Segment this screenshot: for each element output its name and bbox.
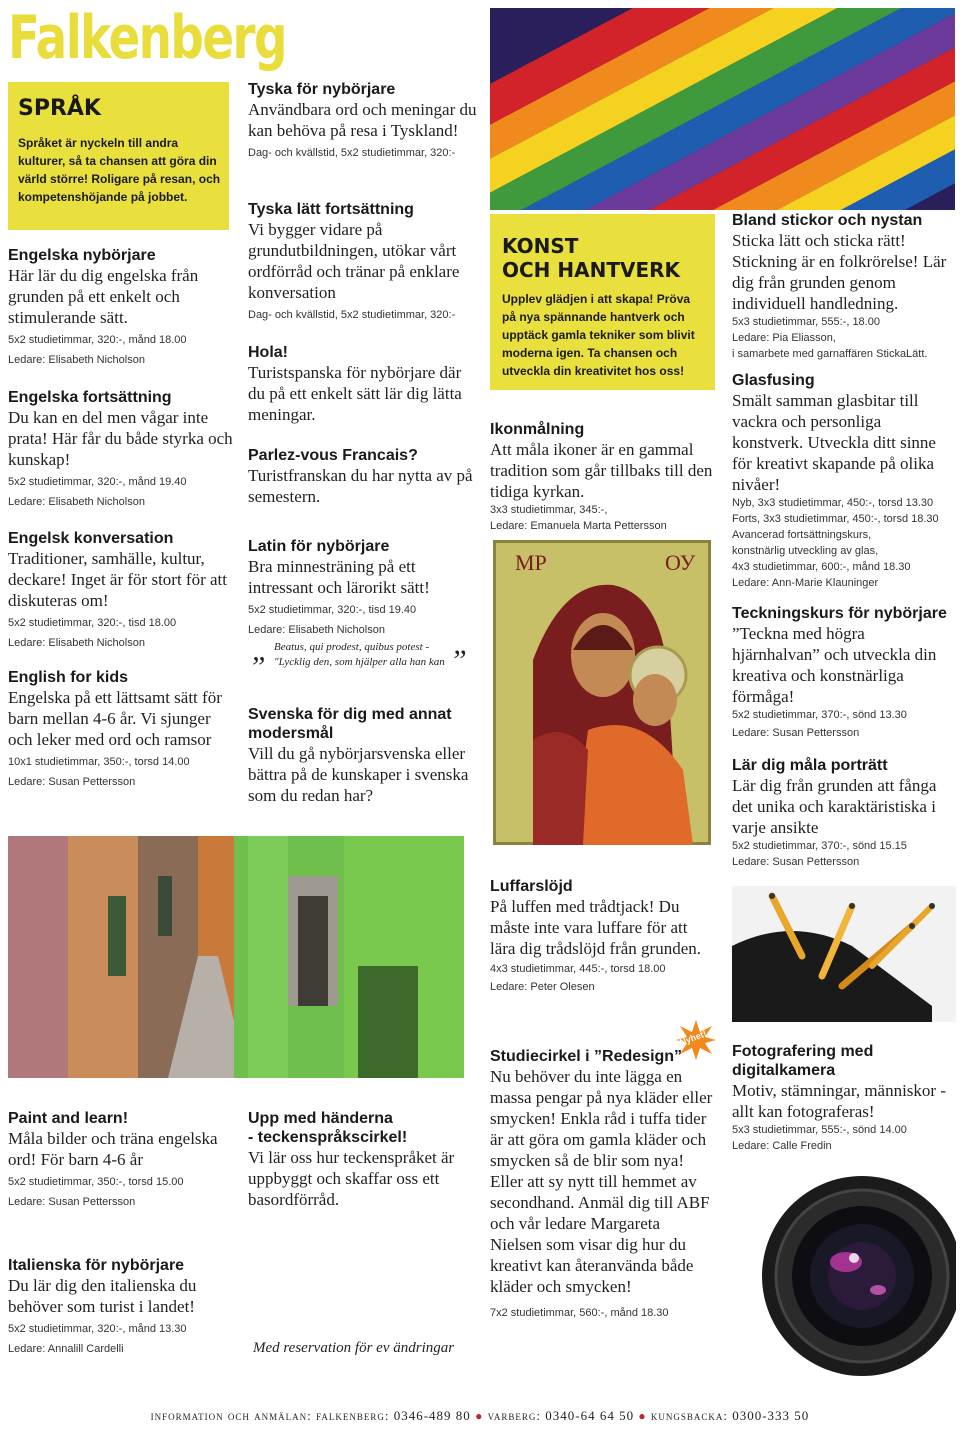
course-info: 10x1 studietimmar, 350:-, torsd 14.00 [8,756,190,768]
course-italienska [8,1256,233,1357]
course-engelska-fortsattning [8,388,233,510]
pencils-photo [732,886,956,1022]
yarn-photo [490,8,955,210]
course-info: 3x3 studietimmar, 345:-, [490,504,608,516]
course-info: 5x3 studietimmar, 555:-, 18.00 [732,316,880,328]
course-title: Glasfusing [732,372,815,389]
konst-heading-line-2: OCH HANTVERK [502,258,681,282]
footer-varberg: varberg: 0340-64 64 50 [487,1408,635,1423]
course-title-line-1: Svenska för dig med annat [248,706,452,723]
course-paint-and-learn [8,1109,233,1210]
konst-intro-box [490,214,715,390]
course-description: Vill du gå nybörjarsvenska eller bättra på de kunskaper i svenska som du redan har? [248,744,469,805]
course-teckningskurs [732,604,956,741]
course-title: English for kids [8,669,129,686]
course-description: Turistspanska för nybörjare där du på ett enkelt sätt lär dig lätta meningar. [248,363,462,424]
course-info: 7x2 studietimmar, 560:-, månd 18.30 [490,1307,669,1319]
course-glasfusing [732,371,956,591]
pencils-illustration [732,886,956,1022]
course-portratt [732,756,956,870]
course-svenska [248,705,480,806]
brand-title: Falkenberg [8,3,286,73]
course-leader: Ledare: Emanuela Marta Pettersson [490,520,667,532]
course-info: Dag- och kvällstid, 5x2 studietimmar, 320:- [248,147,456,159]
course-description: Du kan en del men vågar inte prata! Här får du både styrka och kunskap! [8,408,233,469]
course-fotografering [732,1042,956,1154]
quote-line-2: "Lycklig den, som hjälper alla han kan [274,656,445,668]
course-info: 5x2 studietimmar, 350:-, torsd 15.00 [8,1176,184,1188]
course-description: ”Teckna med högra hjärnhalvan” och utveckla din kreativa och konstnärliga förmåga! [732,624,937,706]
course-description: Engelska på ett lättsamt sätt för barn mellan 4-6 år. Vi sjunger och leker med ord och ramsor [8,688,222,749]
course-leader: Ledare: Calle Fredin [732,1140,832,1152]
course-engelska-nyborjare [8,246,233,368]
course-leader: Ledare: Susan Pettersson [732,856,860,868]
course-info: 5x3 studietimmar, 555:-, sönd 14.00 [732,1124,907,1136]
course-title: Parlez-vous Francais? [248,447,418,464]
course-info: Dag- och kvällstid, 5x2 studietimmar, 320:- [248,309,456,321]
course-title: Studiecirkel i ”Redesign” [490,1048,683,1065]
venice-alley-photo [8,836,464,1078]
course-luffarslojd [490,877,715,995]
latin-quote [252,634,484,677]
course-title: Latin för nybörjare [248,538,390,555]
course-title: Engelska fortsättning [8,389,172,406]
course-description: Att måla ikoner är en gammal tradition som går tillbaks till den tidiga kyrkan. [490,440,713,501]
course-english-for-kids [8,668,233,790]
icon-letters-right: ОУ [665,550,696,575]
course-ikonmalning [490,420,715,534]
course-info: 4x3 studietimmar, 445:-, torsd 18.00 [490,963,666,975]
course-description: Nu behöver du inte lägga en massa pengar på nya kläder eller smycken! Enkla råd i tuffa tider är att göra om gamla kläder och smycken så de blir som nya! Eller att sy nytt till hemmet av secondhand. Anmäl dig till ABF och vår ledare Margareta Nielsen som visar dig hur du kreativt kan återanvända både kläder och smycken! [490,1067,713,1296]
footer-contact-bar [0,1408,960,1424]
course-info: 5x2 studietimmar, 320:-, månd 18.00 [8,334,187,346]
course-redesign [490,1047,715,1321]
quote-line-1: Beatus, qui prodest, quibus potest - [274,641,430,653]
icon-painting-photo [493,540,711,845]
course-description: Måla bilder och träna engelska ord! För barn 4-6 år [8,1129,218,1169]
course-title: Lär dig måla porträtt [732,757,888,774]
course-title: Tyska lätt fortsättning [248,201,414,218]
course-description: Sticka lätt och sticka rätt! Stickning är en folkrörelse! Lär dig från grunden genom individuell handledning. [732,231,947,313]
course-description: Här lär du dig engelska från grunden på ett enkelt och stimulerande sätt. [8,266,199,327]
course-leader: Ledare: Elisabeth Nicholson [8,496,145,508]
course-description: På luffen med trådtjack! Du måste inte vara luffare för att lära dig trådslöjd från grunden. [490,897,702,958]
course-leader: Ledare: Peter Olesen [490,981,595,993]
nyhet-label: Nyhet! [678,1028,708,1048]
course-title-line-2: digitalkamera [732,1062,836,1079]
course-title: Engelska nybörjare [8,247,156,264]
course-title-line-1: Fotografering med [732,1043,874,1060]
course-description: Traditioner, samhälle, kultur, deckare! Inget är för stort för att diskuteras om! [8,549,227,610]
footer-dot-1: ● [475,1409,484,1423]
konst-heading-line-1: KONST [502,234,579,258]
course-description: Användbara ord och meningar du kan behöva på resa i Tyskland! [248,100,477,140]
course-title: Paint and learn! [8,1110,129,1127]
course-leader: Ledare: Susan Pettersson [8,1196,136,1208]
course-leader: Ledare: Pia Eliasson, i samarbete med garnaffären StickaLätt. [732,332,928,360]
course-title: Tyska för nybörjare [248,81,396,98]
course-title: Bland stickor och nystan [732,212,923,229]
course-title: Teckningskurs för nybörjare [732,605,947,622]
sprak-heading: SPRÅK [18,96,101,121]
course-title: Luffarslöjd [490,878,573,895]
course-description: Vi lär oss hur teckenspråket är uppbyggt och skaffar oss ett basordförråd. [248,1148,455,1209]
madonna-icon-illustration [493,540,711,845]
footer-dot-2: ● [638,1409,647,1423]
course-info: 5x2 studietimmar, 370:-, sönd 15.15 [732,840,907,852]
course-info: 5x2 studietimmar, 320:-, tisd 19.40 [248,604,417,616]
course-bland-stickor [732,211,956,362]
course-tyska-fortsattning [248,200,480,323]
course-info: 5x2 studietimmar, 320:-, månd 13.30 [8,1323,187,1335]
course-title: Engelsk konversation [8,530,174,547]
yarn-illustration [490,8,955,210]
course-teckensprak [248,1109,480,1210]
course-parlez-vous [248,446,480,507]
course-hola [248,343,480,425]
course-title: Hola! [248,344,288,361]
konst-intro-text: Upplev glädjen i att skapa! Pröva på nya spännande hantverk och upptäck gamla tekniker som blivit moderna igen. Ta chansen och utveckla din kreativitet hos oss! [502,292,695,378]
close-quote-mark: ” [450,644,467,677]
course-tyska-nyborjare [248,80,480,161]
course-leader: Ledare: Ann-Marie Klauninger [732,577,879,589]
course-leader: Ledare: Annalill Cardelli [8,1343,124,1355]
course-title: Italienska för nybörjare [8,1257,185,1274]
course-description: Smält samman glasbitar till vackra och personliga konstverk. Utveckla ditt sinne för kreativt skapande på olika nivåer! [732,391,936,494]
course-description: Du lär dig den italienska du behöver som turist i landet! [8,1276,197,1316]
course-description: Turistfranskan du har nytta av på semestern. [248,466,473,506]
course-leader: Ledare: Susan Pettersson [8,776,136,788]
venice-alley-illustration [8,836,464,1078]
footer-falkenberg: information och anmälan: falkenberg: 0346-489 80 [150,1408,471,1423]
open-quote-mark: „ [252,634,269,667]
icon-letters-left: МР [515,550,547,575]
course-leader: Ledare: Elisabeth Nicholson [8,637,145,649]
sprak-intro-box [8,82,229,230]
course-description: Bra minnesträning på ett intressant och lärorikt sätt! [248,557,430,597]
course-info: 5x2 studietimmar, 320:-, månd 19.40 [8,476,187,488]
course-info: 5x2 studietimmar, 320:-, tisd 18.00 [8,617,177,629]
course-title: Ikonmålning [490,421,585,438]
sprak-intro-text: Språket är nyckeln till andra kulturer, så ta chansen att göra din värld större! Roligare på resan, och kompetenshöjande på jobbet. [18,136,221,204]
course-title-line-1: Upp med händerna [248,1110,393,1127]
course-title-line-2: modersmål [248,725,334,742]
course-info: 5x2 studietimmar, 370:-, sönd 13.30 [732,709,907,721]
course-leader: Ledare: Elisabeth Nicholson [8,354,145,366]
course-leader: Ledare: Elisabeth Nicholson [248,624,385,636]
course-latin [248,537,480,638]
course-description: Motiv, stämningar, människor - allt kan fotograferas! [732,1081,946,1121]
footer-kungsbacka: kungsbacka: 0300-333 50 [650,1408,810,1423]
course-info: Nyb, 3x3 studietimmar, 450:-, torsd 13.30 Forts, 3x3 studietimmar, 450:-, torsd 18.30 Avancerad fortsättningskurs, konstnärlig utveckling av glas, 4x3 studietimmar, 600:-, månd 18.30 [732,497,939,573]
course-leader: Ledare: Susan Pettersson [732,727,860,739]
course-title-line-2: - teckenspråkscirkel! [248,1129,408,1146]
course-description: Lär dig från grunden att fånga det unika och karaktäristiska i varje ansikte [732,776,937,837]
reservation-note: Med reservation för ev ändringar [253,1340,455,1356]
course-description: Vi bygger vidare på grundutbildningen, utökar vårt ordförråd och tränar på enklare konversation [248,220,460,302]
camera-lens-illustration [750,1158,956,1392]
camera-lens-photo [750,1158,956,1392]
course-engelsk-konversation [8,529,233,651]
